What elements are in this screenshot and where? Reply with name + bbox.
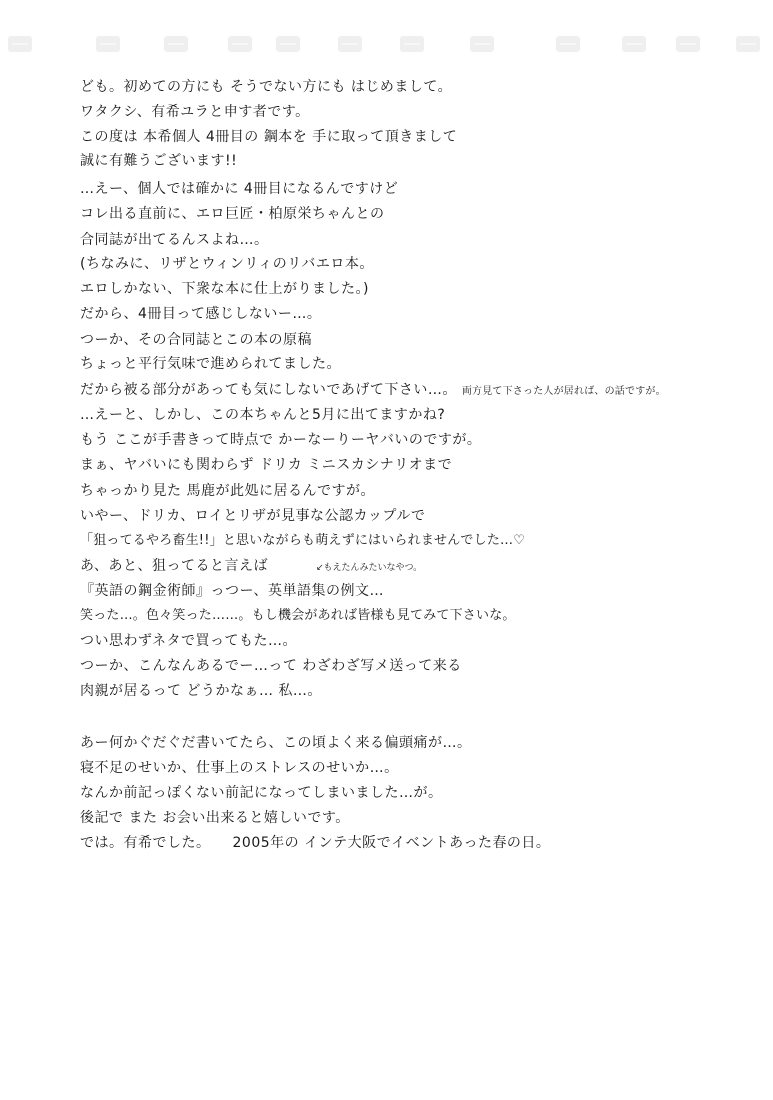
text-line: では。有希でした。 2005年の インテ大阪でイベントあった春の日。: [80, 835, 551, 851]
text-line: エロしかない、下衆な本に仕上がりました。): [80, 281, 369, 297]
text-line: いやー、ドリカ、ロイとリザが見事な公認カップルで: [80, 508, 426, 524]
text-line: あー何かぐだぐだ書いてたら、この頃よく来る偏頭痛が…。: [80, 735, 472, 751]
text-line: まぁ、ヤバいにも関わらず ドリカ ミニスカシナリオまで: [80, 457, 453, 473]
text-line: つーか、その合同誌とこの本の原稿: [80, 332, 312, 348]
text-line: ちゃっかり見た 馬鹿が此処に居るんですが。: [80, 483, 375, 499]
text-line: つーか、こんなんあるでー…って わざわざ写メ送って来る: [80, 658, 462, 674]
text-line: あ、あと、狙ってると言えば: [80, 558, 268, 574]
text-line: もう ここが手書きって時点で かーなーりーヤバいのですが。: [80, 432, 482, 448]
side-note: 両方見て下さった人が居れば、の話ですが。: [461, 386, 666, 397]
text-line: 「狙ってるやろ畜生!!」と思いながらも萌えずにはいられませんでした…♡: [80, 533, 526, 548]
text-line: なんか前記っぽくない前記になってしまいました…が。: [80, 785, 443, 801]
text-line: 笑った…。色々笑った……。もし機会があれば皆様も見てみて下さいな。: [80, 608, 516, 623]
text-line-main: だから被る部分があっても気にしないであげて下さい…。: [80, 382, 457, 398]
text-line: この度は 本希個人 4冊目の 鋼本を 手に取って頂きまして: [80, 129, 458, 145]
text-line: ワタクシ、有希ユラと申す者です。: [80, 104, 310, 120]
text-line: (ちなみに、リザとウィンリィのリバエロ本。: [80, 256, 374, 272]
text-line: …えーと、しかし、この本ちゃんと5月に出てますかね?: [80, 407, 446, 423]
text-line: 寝不足のせいか、仕事上のストレスのせいか…。: [80, 760, 399, 776]
text-line: だから、4冊目って感じしないー…。: [80, 306, 322, 322]
text-line: 肉親が居るって どうかなぁ… 私…。: [80, 683, 322, 699]
text-line: 誠に有難うございます!!: [80, 153, 238, 169]
text-line: 後記で また お会い出来ると嬉しいです。: [80, 810, 350, 826]
annotation-note: ↙もえたんみたいなやつ。: [316, 563, 423, 573]
text-line: 合同誌が出てるんスよね…。: [80, 232, 269, 248]
text-line: [80, 381, 666, 401]
text-line: 『英語の鋼金術師』っつー、英単語集の例文…: [80, 583, 384, 599]
text-line: コレ出る直前に、エロ巨匠・柏原栄ちゃんとの: [80, 206, 385, 222]
text-line: ちょっと平行気味で進められてました。: [80, 356, 341, 372]
faint-header-bleed: [0, 36, 773, 58]
text-line: …えー、個人では確かに 4冊目になるんですけど: [80, 181, 399, 197]
text-line: ども。初めての方にも そうでない方にも はじめまして。: [80, 79, 453, 95]
text-line: つい思わずネタで買ってもた…。: [80, 633, 297, 649]
